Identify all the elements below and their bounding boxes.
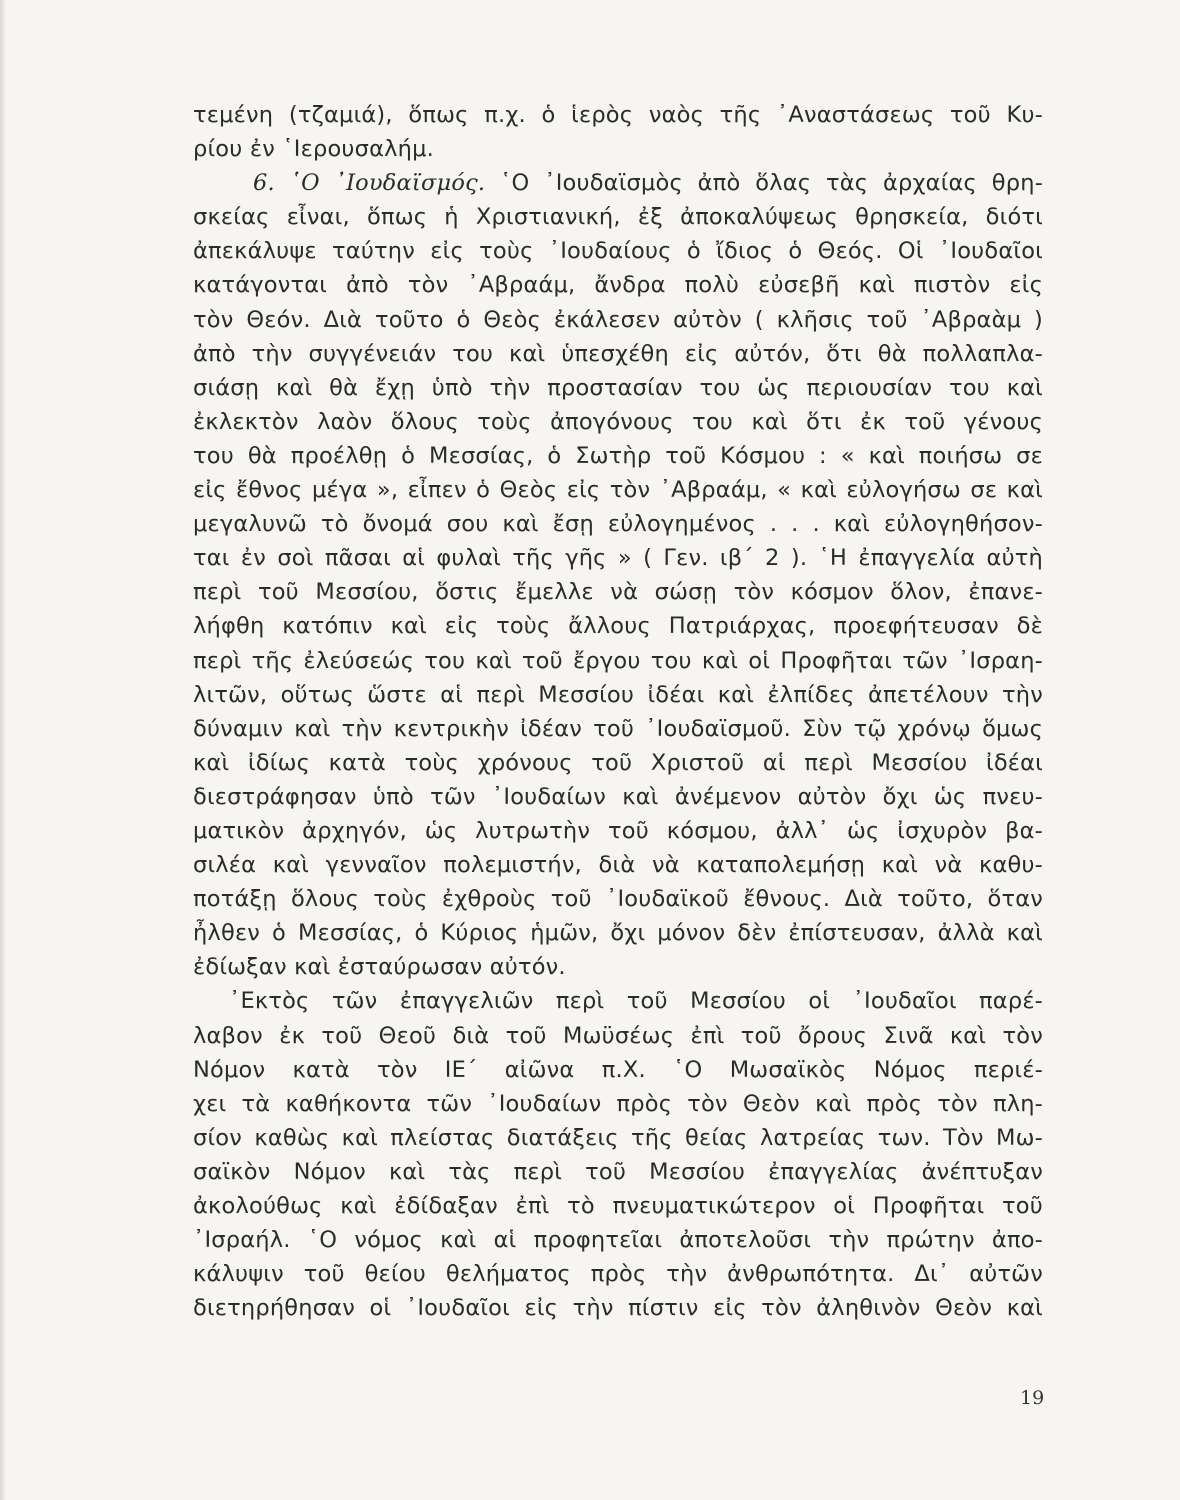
text-line: σκείας εἶναι, ὅπως ἡ Χριστιανική, ἐξ ἀποκαλύψεως θρησκεία, διότι — [193, 204, 1043, 231]
text-line: περὶ τοῦ Μεσσίου, ὅστις ἔμελλε νὰ σώσῃ τὸν κόσμον ὅλον, ἐπανε- — [193, 579, 1043, 606]
text-line: ᾿Ισραήλ. ῾Ο νόμος καὶ αἱ προφητεῖαι ἀποτελοῦσι τὴν πρώτην ἀπο- — [193, 1227, 1043, 1254]
text-line: ᾿Εκτὸς τῶν ἐπαγγελιῶν περὶ τοῦ Μεσσίου οἱ ᾿Ιουδαῖοι παρέ- — [229, 988, 1043, 1015]
page-number: 19 — [1020, 1387, 1045, 1409]
text-line: ται ἐν σοὶ πᾶσαι αἱ φυλαὶ τῆς γῆς » ( Γεν. ιβ΄ 2 ). ῾Η ἐπαγγελία αὐτὴ — [193, 545, 1043, 572]
text-line: ἀπεκάλυψε ταύτην εἰς τοὺς ᾿Ιουδαίους ὁ ἴδιος ὁ Θεός. Οἱ ᾿Ιουδαῖοι — [193, 238, 1043, 265]
text-line: εἰς ἔθνος μέγα », εἶπεν ὁ Θεὸς εἰς τὸν ᾿Αβραάμ, « καὶ εὐλογήσω σε καὶ — [193, 477, 1043, 504]
text-line: σιλέα καὶ γενναῖον πολεμιστήν, διὰ νὰ καταπολεμήσῃ καὶ νὰ καθυ- — [193, 852, 1043, 879]
text-line: λήφθη κατόπιν καὶ εἰς τοὺς ἄλλους Πατριάρχας, προεφήτευσαν δὲ — [193, 613, 1043, 640]
text-line: σαϊκὸν Νόμον καὶ τὰς περὶ τοῦ Μεσσίου ἐπαγγελίας ἀνέπτυξαν — [193, 1158, 1043, 1185]
text-line: κάλυψιν τοῦ θείου θελήματος πρὸς τὴν ἀνθρωπότητα. Δι᾿ αὐτῶν — [193, 1261, 1043, 1288]
text-line: δύναμιν καὶ τὴν κεντρικὴν ἰδέαν τοῦ ᾿Ιουδαϊσμοῦ. Σὺν τῷ χρόνῳ ὅμως — [193, 715, 1043, 742]
text-line: τεμένη (τζαμιά), ὅπως π.χ. ὁ ἱερὸς ναὸς τῆς ᾿Αναστάσεως τοῦ Κυ- — [193, 102, 1043, 128]
text-line: του θὰ προέλθῃ ὁ Μεσσίας, ὁ Σωτὴρ τοῦ Κόσμου : « καὶ ποιήσω σε — [193, 442, 1043, 469]
text-line: μεγαλυνῶ τὸ ὄνομά σου καὶ ἔσῃ εὐλογημένος . . . καὶ εὐλογηθήσον- — [193, 511, 1043, 538]
text-line: περὶ τῆς ἐλεύσεώς του καὶ τοῦ ἔργου του καὶ οἱ Προφῆται τῶν ᾿Ισραη- — [193, 647, 1043, 674]
text-line: ματικὸν ἀρχηγόν, ὡς λυτρωτὴν τοῦ κόσμου, ἀλλ᾿ ὡς ἰσχυρὸν βα- — [193, 817, 1043, 844]
text-line: διετηρήθησαν οἱ ᾿Ιουδαῖοι εἰς τὴν πίστιν εἰς τὸν ἀληθινὸν Θεὸν καὶ — [193, 1295, 1043, 1322]
text-line: σίον καθὼς καὶ πλείστας διατάξεις τῆς θείας λατρείας των. Τὸν Μω- — [193, 1124, 1043, 1151]
text-line: λιτῶν, οὕτως ὥστε αἱ περὶ Μεσσίου ἰδέαι καὶ ἐλπίδες ἀπετέλουν τὴν — [193, 681, 1043, 708]
text-line: ἐκλεκτὸν λαὸν ὅλους τοὺς ἀπογόνους του καὶ ὅτι ἐκ τοῦ γένους — [193, 408, 1043, 435]
body-text — [193, 98, 1043, 1325]
page-edge — [0, 0, 6, 1500]
text-line: ρίου ἐν ῾Ιερουσαλήμ. — [193, 136, 434, 163]
text-line: σιάσῃ καὶ θὰ ἔχῃ ὑπὸ τὴν προστασίαν του ὡς περιουσίαν του καὶ — [193, 374, 1043, 401]
text-line: καὶ ἰδίως κατὰ τοὺς χρόνους τοῦ Χριστοῦ αἱ περὶ Μεσσίου ἰδέαι — [193, 749, 1043, 776]
text-line: κατάγονται ἀπὸ τὸν ᾿Αβραάμ, ἄνδρα πολὺ εὐσεβῆ καὶ πιστὸν εἰς — [193, 272, 1043, 299]
text-line: τὸν Θεόν. Διὰ τοῦτο ὁ Θεὸς ἐκάλεσεν αὐτὸν ( κλῆσις τοῦ ᾿Αβραὰμ ) — [193, 306, 1043, 333]
text-line: ἐδίωξαν καὶ ἐσταύρωσαν αὐτόν. — [193, 954, 566, 981]
text-line: λαβον ἐκ τοῦ Θεοῦ διὰ τοῦ Μωϋσέως ἐπὶ τοῦ ὄρους Σινᾶ καὶ τὸν — [193, 1022, 1043, 1049]
text-line: ἦλθεν ὁ Μεσσίας, ὁ Κύριος ἡμῶν, ὄχι μόνον δὲν ἐπίστευσαν, ἀλλὰ καὶ — [193, 920, 1043, 947]
text-line: ἀκολούθως καὶ ἐδίδαξαν ἐπὶ τὸ πνευματικώτερον οἱ Προφῆται τοῦ — [193, 1193, 1043, 1219]
text-line: ἀπὸ τὴν συγγένειάν του καὶ ὑπεσχέθη εἰς αὐτόν, ὅτι θὰ πολλαπλα- — [193, 340, 1043, 367]
text-line: χει τὰ καθήκοντα τῶν ᾿Ιουδαίων πρὸς τὸν Θεὸν καὶ πρὸς τὸν πλη- — [193, 1090, 1043, 1117]
text-line: διεστράφησαν ὑπὸ τῶν ᾿Ιουδαίων καὶ ἀνέμενον αὐτὸν ὄχι ὡς πνευ- — [193, 783, 1043, 810]
section-heading-line — [193, 166, 1043, 200]
section-number: 6. — [253, 170, 275, 197]
section-title: ῾Ο ᾿Ιουδαϊσμός. — [289, 170, 486, 197]
text-line: ῾Ο ᾿Ιουδαϊσμὸς ἀπὸ ὅλας τὰς ἀρχαίας θρη- — [500, 170, 1044, 197]
text-line: ποτάξῃ ὅλους τοὺς ἐχθροὺς τοῦ ᾿Ιουδαϊκοῦ ἔθνους. Διὰ τοῦτο, ὅταν — [193, 886, 1043, 913]
text-line: Νόμον κατὰ τὸν ΙΕ΄ αἰῶνα π.Χ. ῾Ο Μωσαϊκὸς Νόμος περιέ- — [193, 1056, 1043, 1083]
